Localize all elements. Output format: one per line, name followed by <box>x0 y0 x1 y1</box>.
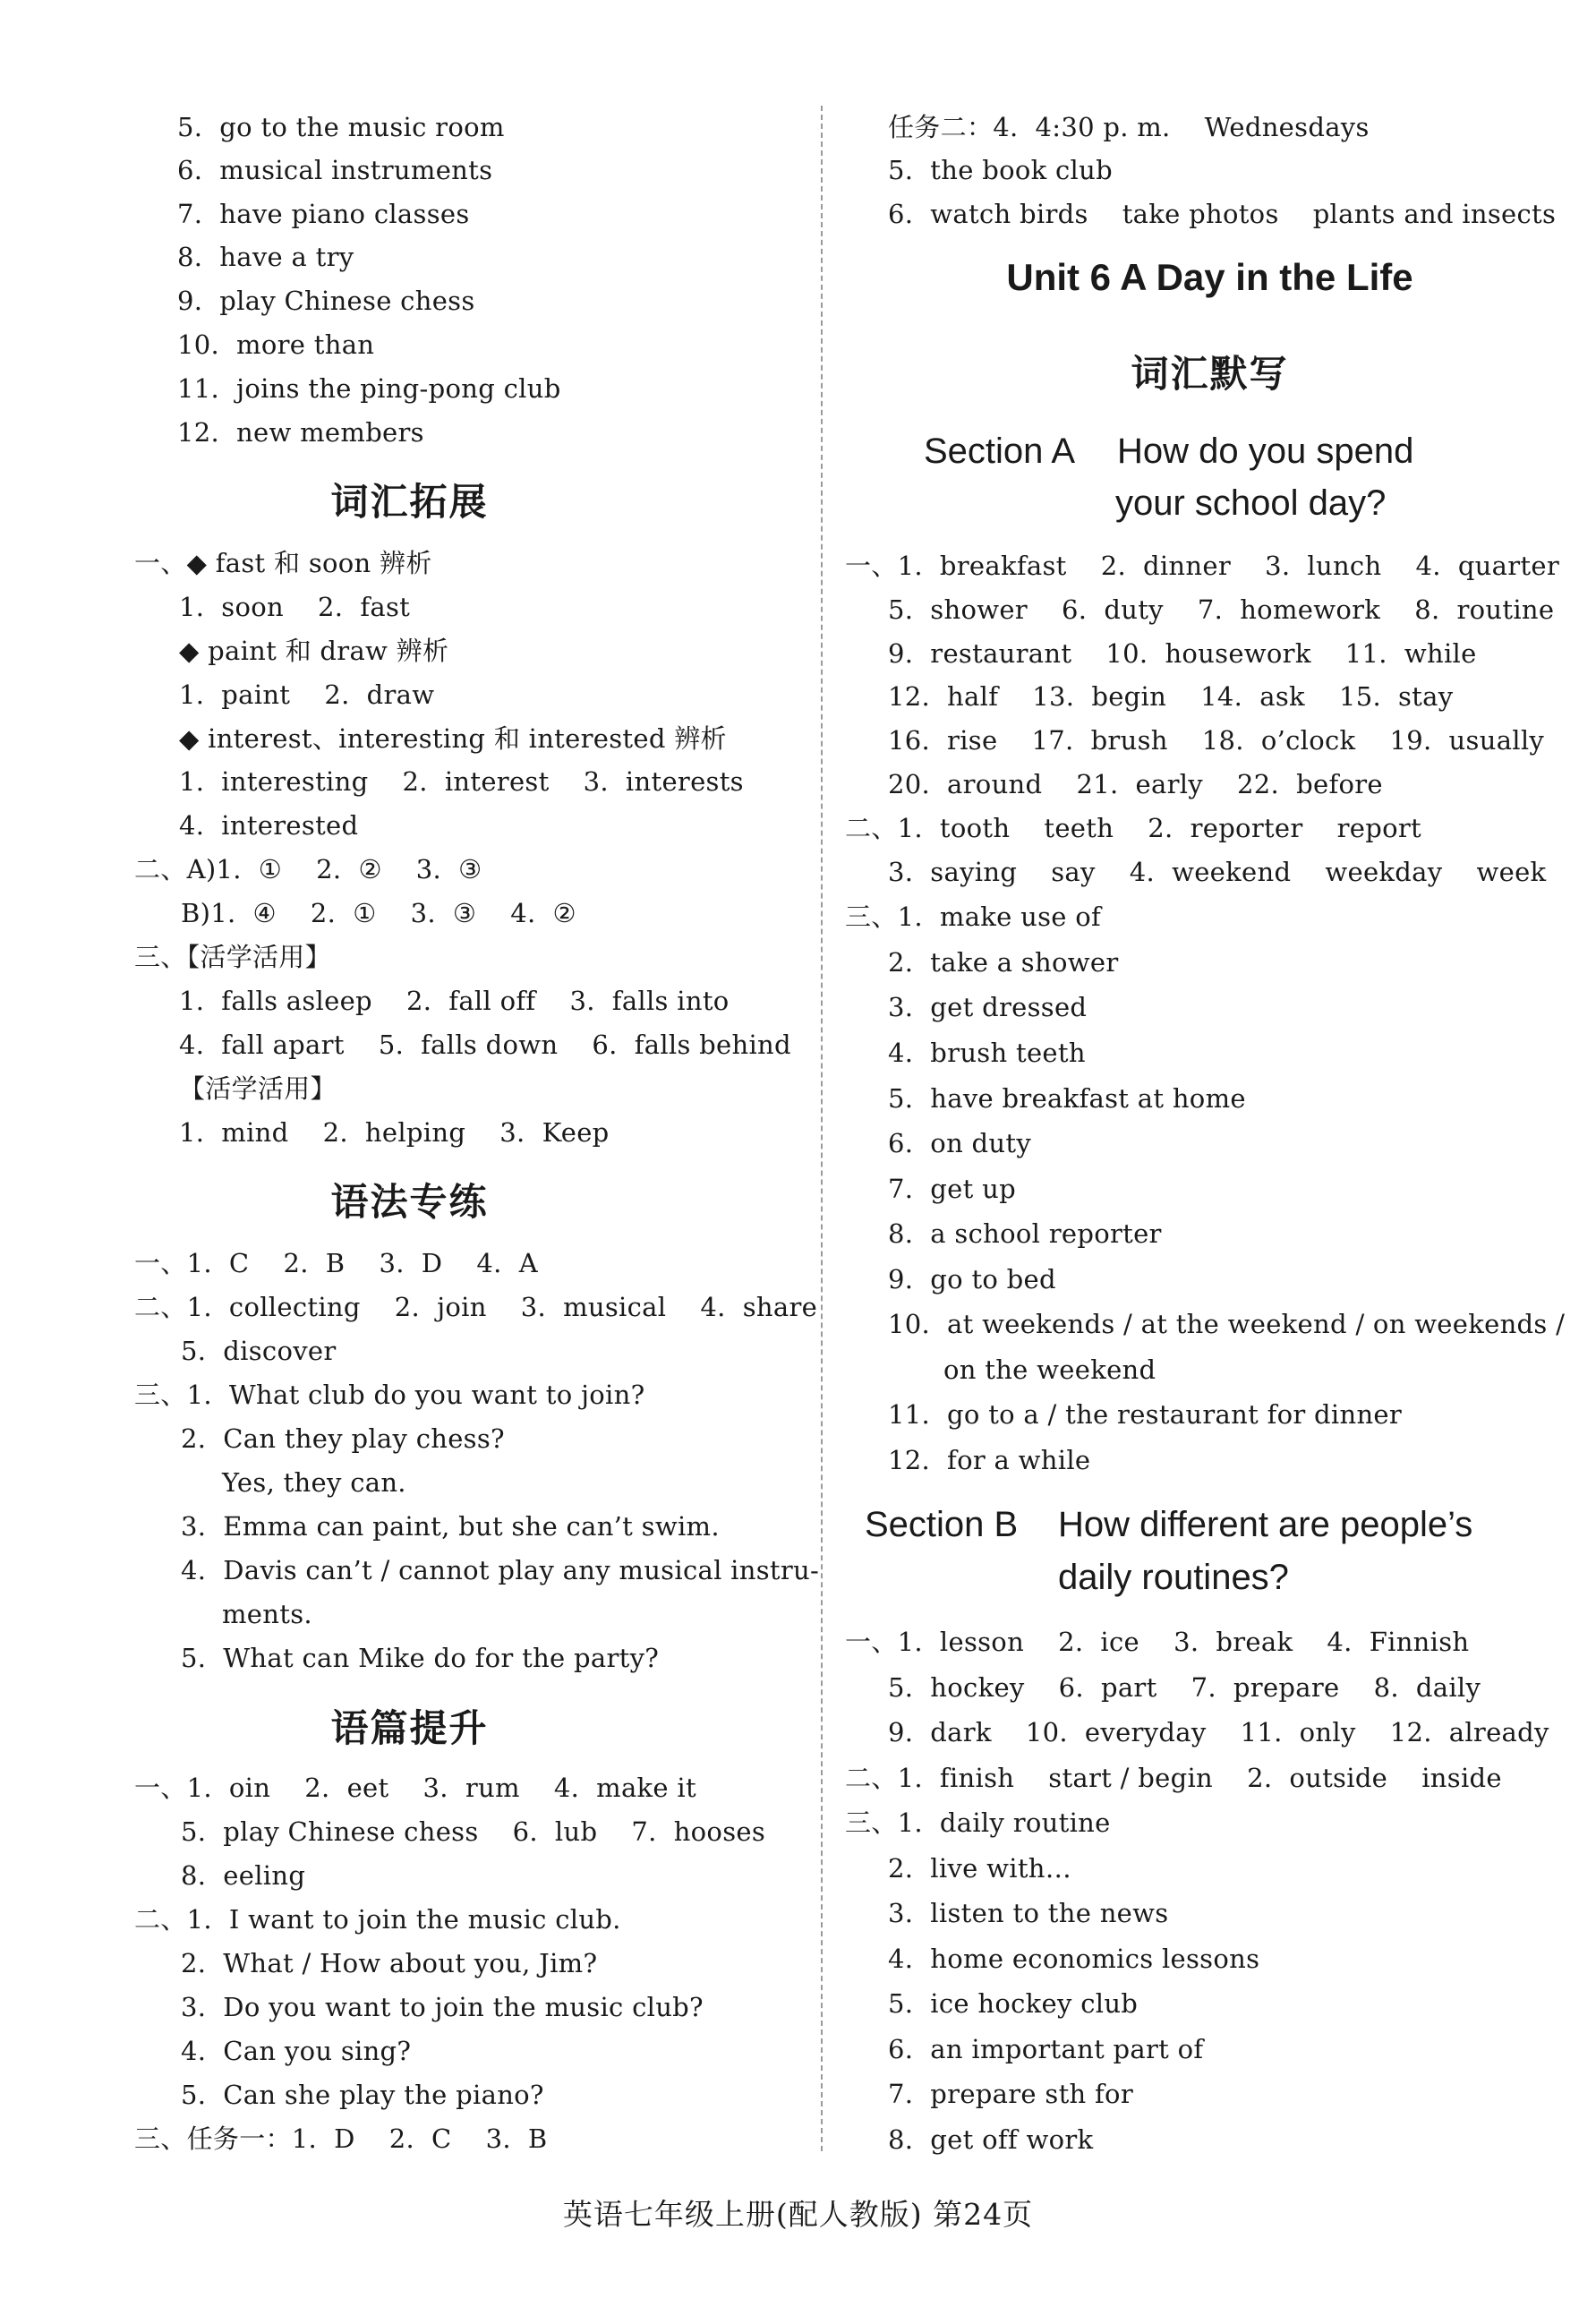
unit-title: Unit 6 A Day in the Life <box>1006 256 1413 298</box>
answer-line: 7. have piano classes <box>177 199 470 229</box>
answer-line: 7. get up <box>888 1174 1016 1204</box>
answer-line: 三、1. make use of <box>845 901 1102 932</box>
answer-line: 11. joins the ping-pong club <box>177 373 561 404</box>
answer-line: 5. shower 6. duty 7. homework 8. routine <box>888 594 1555 625</box>
answer-line: 5. hockey 6. part 7. prepare 8. daily <box>888 1672 1481 1703</box>
section-b-label: Section B <box>865 1505 1019 1544</box>
answer-line: 三、1. What club do you want to join? <box>134 1380 645 1410</box>
answer-line: 7. prepare sth for <box>888 2079 1133 2109</box>
page-footer: 英语七年级上册(配人教版) 第24页 <box>562 2197 1034 2232</box>
answer-line: 任务二：4. 4:30 p. m. Wednesdays <box>888 112 1370 142</box>
answer-line: 一、1. C 2. B 3. D 4. A <box>134 1248 538 1278</box>
answer-line: 5. Can she play the piano? <box>181 2080 544 2110</box>
answer-line: 一、◆ fast 和 soon 辨析 <box>134 548 432 578</box>
answer-line: 10. at weekends / at the weekend / on weekends / <box>888 1309 1566 1339</box>
answer-line: 6. musical instruments <box>177 155 493 185</box>
column-divider <box>821 106 823 2151</box>
answer-line: 3. Do you want to join the music club? <box>181 1992 704 2022</box>
answer-line: 三、【活学活用】 <box>134 942 331 972</box>
answer-line: 5. have breakfast at home <box>888 1083 1246 1114</box>
answer-line: 三、1. daily routine <box>845 1807 1111 1838</box>
answer-line: 1. paint 2. draw <box>179 679 435 710</box>
answer-line: 6. an important part of <box>888 2034 1204 2064</box>
answer-line: 4. Davis can’t / cannot play any musical instru- <box>181 1555 820 1585</box>
section-b-title: How different are people’s <box>1058 1505 1473 1544</box>
answer-line: 一、1. oin 2. eet 3. rum 4. make it <box>134 1773 696 1803</box>
answer-line: 二、1. I want to join the music club. <box>134 1904 621 1935</box>
answer-line: 二、1. tooth teeth 2. reporter report <box>845 813 1421 843</box>
answer-line: 6. on duty <box>888 1128 1032 1158</box>
answer-line: 8. have a try <box>177 242 354 272</box>
section-a-title: How do you spend <box>1117 431 1414 471</box>
answer-line: 16. rise 17. brush 18. o’clock 19. usually <box>888 725 1545 756</box>
answer-line: 二、A)1. ① 2. ② 3. ③ <box>134 854 482 884</box>
answer-line: 4. Can you sing? <box>181 2036 412 2066</box>
answer-line: 二、1. finish start / begin 2. outside inside <box>845 1763 1502 1793</box>
answer-line: 5. What can Mike do for the party? <box>181 1643 660 1673</box>
answer-line: 5. discover <box>181 1336 337 1366</box>
answer-line: 三、任务一：1. D 2. C 3. B <box>134 2123 548 2154</box>
answer-line: 9. dark 10. everyday 11. only 12. already <box>888 1717 1549 1747</box>
answer-line: 2. live with… <box>888 1853 1072 1884</box>
answer-line: 9. restaurant 10. housework 11. while <box>888 638 1477 669</box>
answer-line: 11. go to a / the restaurant for dinner <box>888 1399 1403 1430</box>
section-a-title-cont: your school day? <box>1115 483 1387 523</box>
section-b-title-cont: daily routines? <box>1058 1558 1289 1597</box>
answer-line: 12. half 13. begin 14. ask 15. stay <box>888 681 1454 712</box>
answer-line: 【活学活用】 <box>179 1073 337 1104</box>
answer-line: 3. Emma can paint, but she can’t swim. <box>181 1511 720 1542</box>
answer-line: 一、1. breakfast 2. dinner 3. lunch 4. quarter <box>845 551 1559 581</box>
answer-line: 9. go to bed <box>888 1264 1056 1294</box>
answer-line: 5. go to the music room <box>177 112 505 142</box>
answer-line: 4. brush teeth <box>888 1038 1086 1068</box>
answer-line: 5. play Chinese chess 6. lub 7. hooses <box>181 1816 766 1847</box>
answer-line: 8. get off work <box>888 2124 1094 2155</box>
section-heading: 词汇默写 <box>1131 352 1289 396</box>
answer-line: ◆ interest、interesting 和 interested 辨析 <box>179 723 727 754</box>
answer-line: 一、1. lesson 2. ice 3. break 4. Finnish <box>845 1627 1470 1657</box>
answer-line: 1. soon 2. fast <box>179 592 411 622</box>
answer-line: 4. fall apart 5. falls down 6. falls behind <box>179 1030 791 1060</box>
answer-line: ◆ paint 和 draw 辨析 <box>179 636 449 666</box>
section-heading: 语篇提升 <box>330 1706 489 1750</box>
answer-line: Yes, they can. <box>222 1467 406 1498</box>
answer-line: 5. the book club <box>888 155 1113 185</box>
answer-line: on the weekend <box>943 1354 1156 1385</box>
answer-line: 4. home economics lessons <box>888 1944 1260 1974</box>
answer-line: 20. around 21. early 22. before <box>888 769 1383 799</box>
answer-line: 8. a school reporter <box>888 1218 1162 1249</box>
answer-line: 5. ice hockey club <box>888 1988 1139 2019</box>
answer-line: 3. get dressed <box>888 992 1088 1022</box>
answer-line: 9. play Chinese chess <box>177 286 475 316</box>
answer-line: B)1. ④ 2. ① 3. ③ 4. ② <box>181 898 576 928</box>
answer-line: 2. What / How about you, Jim? <box>181 1948 598 1978</box>
answer-line: 二、1. collecting 2. join 3. musical 4. share <box>134 1292 818 1322</box>
answer-line: 10. more than <box>177 329 375 360</box>
answer-line: 12. new members <box>177 417 424 448</box>
section-a-label: Section A <box>924 431 1076 471</box>
section-heading: 语法专练 <box>330 1180 489 1224</box>
answer-line: 3. saying say 4. weekend weekday week <box>888 857 1547 887</box>
section-heading: 词汇拓展 <box>330 480 489 524</box>
answer-line: 2. Can they play chess? <box>181 1423 505 1454</box>
answer-line: ments. <box>222 1599 312 1629</box>
answer-line: 12. for a while <box>888 1445 1091 1475</box>
answer-line: 3. listen to the news <box>888 1898 1169 1928</box>
answer-line: 2. take a shower <box>888 947 1119 978</box>
answer-line: 1. falls asleep 2. fall off 3. falls into <box>179 986 730 1016</box>
answer-line: 4. interested <box>179 810 359 841</box>
answer-line: 6. watch birds take photos plants and insects <box>888 199 1557 229</box>
answer-line: 8. eeling <box>181 1860 306 1891</box>
answer-line: 1. interesting 2. interest 3. interests <box>179 766 744 797</box>
answer-line: 1. mind 2. helping 3. Keep <box>179 1117 610 1148</box>
